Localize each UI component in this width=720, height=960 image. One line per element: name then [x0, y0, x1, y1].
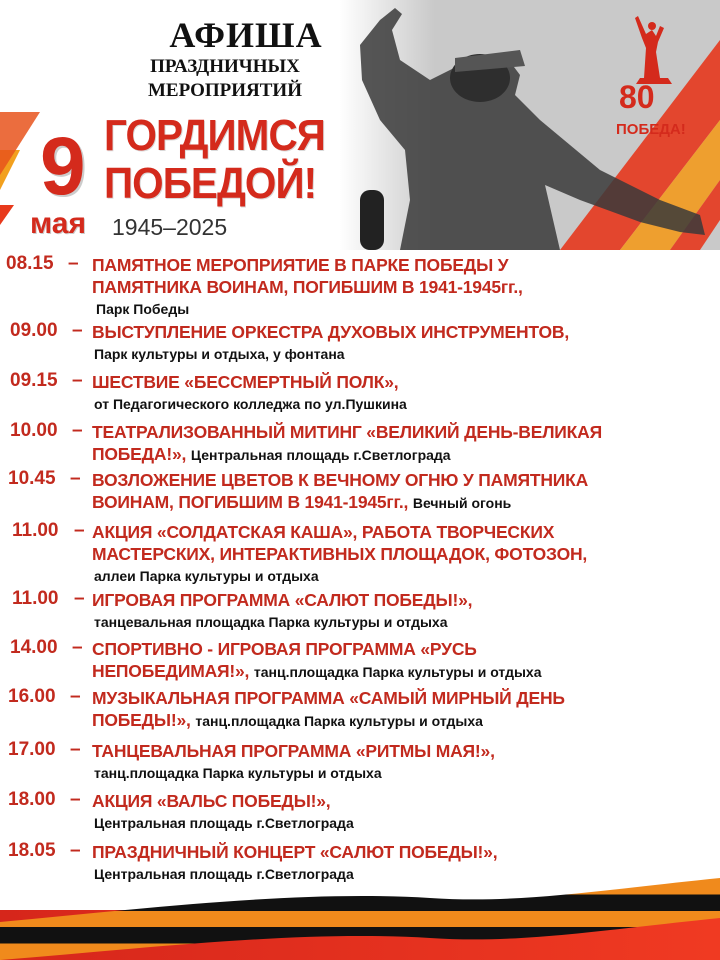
- event-title-line2: [92, 443, 451, 466]
- event-title-line2: [92, 491, 511, 514]
- event-title-line2: [92, 543, 587, 565]
- date-years: 1945–2025: [112, 214, 228, 240]
- poster-subtitle-line1: ПРАЗДНИЧНЫХ: [150, 56, 300, 77]
- event-dash: –: [72, 420, 83, 441]
- event-time: 09.00: [10, 320, 58, 341]
- slogan-line1: ГОРДИМСЯ: [104, 111, 325, 160]
- event-venue: Парк Победы: [96, 301, 190, 317]
- event-title-line1: ТАНЦЕВАЛЬНАЯ ПРОГРАММА «РИТМЫ МАЯ!»,: [92, 741, 495, 761]
- date-month: мая: [30, 207, 86, 240]
- event-title-line2-text: МАСТЕРСКИХ, ИНТЕРАКТИВНЫХ ПЛОЩАДОК, ФОТОЗОН,: [92, 544, 588, 564]
- event-dash: –: [70, 468, 81, 489]
- event-title-line2-text: ПАМЯТНИКА ВОИНАМ, ПОГИБШИМ В 1941-1945гг.,: [92, 277, 523, 297]
- poster-subtitle-line2: МЕРОПРИЯТИЙ: [148, 80, 302, 101]
- event-dash: –: [68, 253, 79, 274]
- event-time: 14.00: [10, 637, 58, 658]
- st-george-ribbon: [0, 860, 720, 960]
- date-day: 9: [40, 121, 86, 212]
- event-time: 09.15: [10, 370, 58, 391]
- event-title-line1: ВОЗЛОЖЕНИЕ ЦВЕТОВ К ВЕЧНОМУ ОГНЮ У ПАМЯТНИКА: [92, 470, 589, 490]
- event-title-line2: [92, 660, 542, 683]
- event-title-line1: ПАМЯТНОЕ МЕРОПРИЯТИЕ В ПАРКЕ ПОБЕДЫ У: [92, 255, 509, 275]
- emblem-number: 80: [619, 79, 655, 115]
- event-title-line2-text: НЕПОБЕДИМАЯ!»,: [92, 661, 250, 681]
- event-item: [0, 253, 720, 319]
- event-dash: –: [70, 686, 81, 707]
- event-title-line1: ПРАЗДНИЧНЫЙ КОНЦЕРТ «САЛЮТ ПОБЕДЫ!»,: [92, 842, 498, 862]
- event-venue: танцевальная площадка Парка культуры и отдыха: [94, 614, 448, 630]
- event-title-line1: ВЫСТУПЛЕНИЕ ОРКЕСТРА ДУХОВЫХ ИНСТРУМЕНТОВ,: [92, 322, 569, 342]
- event-title-line2-text: ПОБЕДЫ!»,: [92, 710, 191, 730]
- event-title-line1: МУЗЫКАЛЬНАЯ ПРОГРАММА «САМЫЙ МИРНЫЙ ДЕНЬ: [92, 688, 565, 708]
- event-venue: Вечный огонь: [412, 495, 512, 511]
- event-title-line1: СПОРТИВНО - ИГРОВАЯ ПРОГРАММА «РУСЬ: [92, 639, 477, 659]
- event-title-line1: АКЦИЯ «ВАЛЬС ПОБЕДЫ!»,: [92, 791, 331, 811]
- event-venue: Центральная площадь г.Светлограда: [190, 447, 451, 463]
- event-time: 10.45: [8, 468, 56, 489]
- event-dash: –: [74, 588, 85, 609]
- event-time: 11.00: [12, 588, 59, 609]
- event-title-line1: ШЕСТВИЕ «БЕССМЕРТНЫЙ ПОЛК»,: [92, 372, 399, 392]
- event-venue: танц.площадка Парка культуры и отдыха: [94, 765, 382, 781]
- event-dash: –: [70, 789, 81, 810]
- event-time: 18.00: [8, 789, 56, 810]
- event-title-line2-text: ПОБЕДА!»,: [92, 444, 187, 464]
- event-venue: танц.площадка Парка культуры и отдыха: [253, 664, 542, 680]
- event-time: 10.00: [10, 420, 58, 441]
- event-dash: –: [72, 637, 83, 658]
- event-dash: –: [74, 520, 85, 541]
- event-time: 08.15: [6, 253, 54, 274]
- event-venue: Центральная площадь г.Светлограда: [94, 815, 354, 831]
- event-title-line1: ИГРОВАЯ ПРОГРАММА «САЛЮТ ПОБЕДЫ!»,: [92, 590, 473, 610]
- event-time: 17.00: [8, 739, 56, 760]
- event-title-line1: АКЦИЯ «СОЛДАТСКАЯ КАША», РАБОТА ТВОРЧЕСКИХ: [92, 522, 555, 542]
- event-dash: –: [70, 840, 81, 861]
- event-dash: –: [70, 739, 81, 760]
- event-venue: аллеи Парка культуры и отдыха: [94, 568, 319, 584]
- event-title-line2: [92, 709, 483, 732]
- event-dash: –: [72, 320, 83, 341]
- event-time: 18.05: [8, 840, 56, 861]
- event-time: 11.00: [12, 520, 59, 541]
- event-title-line2-text: ВОИНАМ, ПОГИБШИМ В 1941-1945гг.,: [92, 492, 409, 512]
- slogan-line2: ПОБЕДОЙ!: [104, 159, 317, 208]
- poster-title: АФИША: [169, 15, 323, 55]
- event-venue: от Педагогического колледжа по ул.Пушкина: [94, 396, 407, 412]
- event-venue: Парк культуры и отдыха, у фонтана: [94, 346, 345, 362]
- event-venue: танц.площадка Парка культуры и отдыха: [195, 713, 483, 729]
- event-title-line1: ТЕАТРАЛИЗОВАННЫЙ МИТИНГ «ВЕЛИКИЙ ДЕНЬ-ВЕЛИКАЯ: [92, 422, 602, 442]
- event-time: 16.00: [8, 686, 56, 707]
- event-venue: Центральная площадь г.Светлограда: [94, 866, 354, 882]
- emblem-word: ПОБЕДА!: [616, 121, 686, 138]
- event-dash: –: [72, 370, 83, 391]
- event-title-line2: [92, 276, 523, 298]
- motherland-statue-icon: [635, 16, 672, 84]
- event-item: [0, 520, 720, 586]
